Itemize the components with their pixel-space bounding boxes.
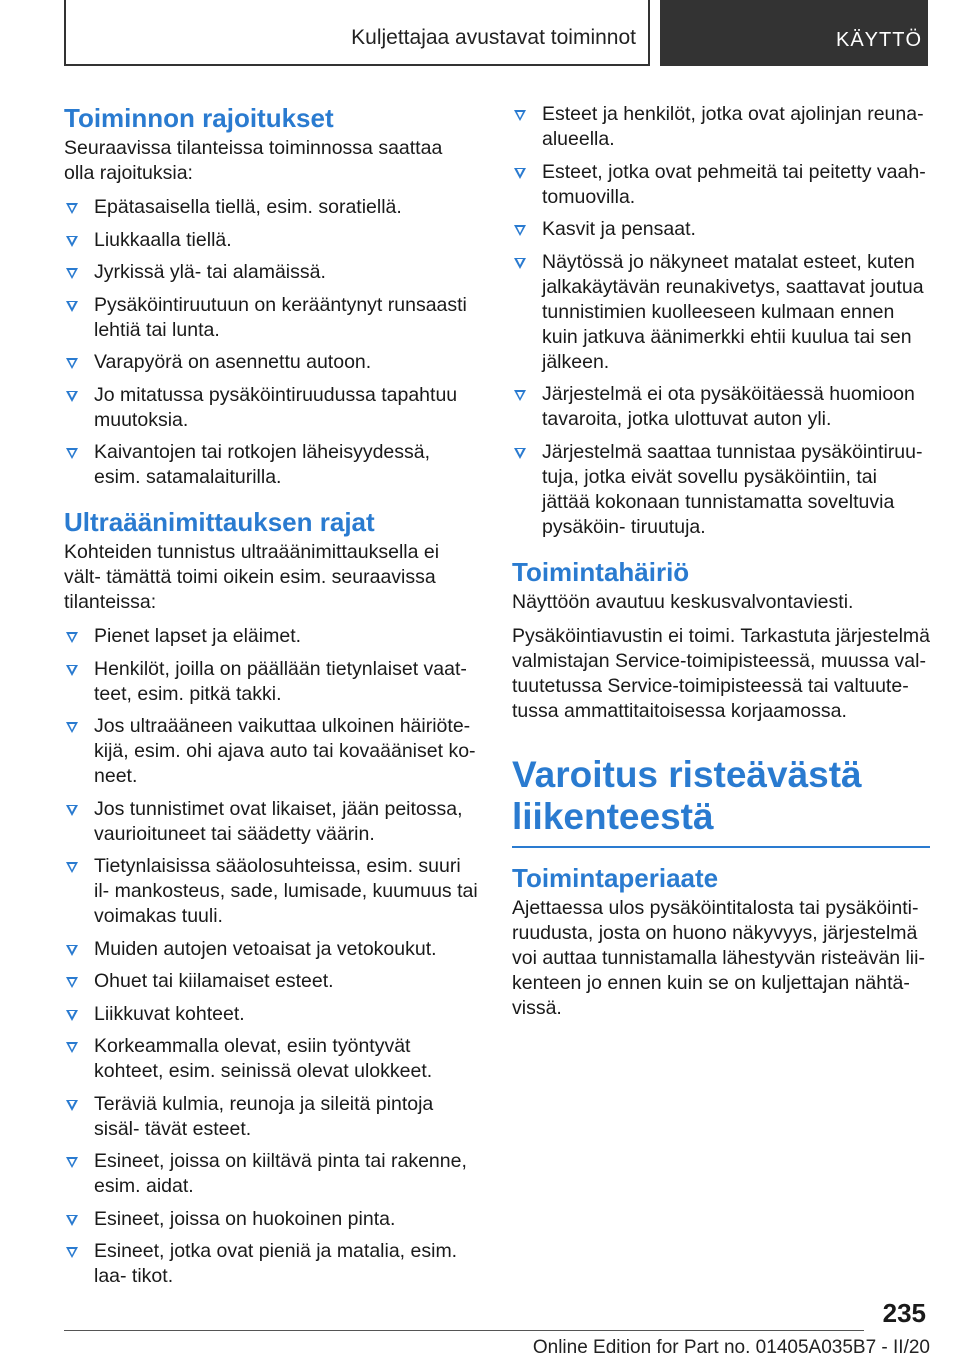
triangle-bullet-icon: [66, 1247, 78, 1258]
footer-divider: [64, 1330, 864, 1331]
triangle-bullet-icon: [66, 945, 78, 956]
left-column: [64, 102, 478, 1297]
list-item: [64, 1034, 478, 1084]
list-item-text: Näytössä jo näkyneet matalat esteet, kuten jalkakäytävän reunakivetys, saattavat joutua tunnistimien kuolleeseen kulmaan ennen kuin jatkuva äänimerkki ehtii kuulua tai sen jälkeen.: [542, 250, 924, 373]
triangle-bullet-icon: [66, 1157, 78, 1168]
list-item: [64, 1149, 478, 1199]
list-item-text: Henkilöt, joilla on päällään tietynlaiset vaat- teet, esim. pitkä takki.: [94, 657, 467, 705]
list-item-text: Jos ultraääneen vaikuttaa ulkoinen häiriöte- kijä, esim. ohi ajava auto tai kovaääniset ko- neet.: [94, 715, 476, 787]
header-section-box: [64, 0, 650, 66]
list-item-text: Liikkuvat kohteet.: [94, 1002, 245, 1025]
list-item: [64, 383, 478, 433]
triangle-bullet-icon: [66, 632, 78, 643]
triangle-bullet-icon: [514, 110, 526, 121]
list-item-text: Esteet, jotka ovat pehmeitä tai peitetty vaah- tomuovilla.: [542, 160, 926, 208]
triangle-bullet-icon: [66, 1100, 78, 1111]
list-item: [64, 657, 478, 707]
triangle-bullet-icon: [66, 1042, 78, 1053]
ultrasonic-list: [64, 624, 478, 1289]
list-item-text: Ohuet tai kiilamaiset esteet.: [94, 970, 334, 992]
list-item: [512, 160, 930, 210]
section-divider: [512, 846, 930, 848]
list-item-text: Jos tunnistimet ovat likaiset, jään peitossa, vaurioituneet tai säädetty väärin.: [94, 797, 463, 845]
header-chapter-label: KÄYTTÖ: [835, 29, 922, 51]
malfunction-paragraph-1: Näyttöön avautuu keskusvalvontaviesti.: [512, 590, 854, 613]
list-item: [512, 382, 930, 432]
list-item-text: Pienet lapset ja eläimet.: [94, 625, 302, 647]
triangle-bullet-icon: [66, 391, 78, 402]
principle-paragraph: Ajettaessa ulos pysäköintitalosta tai pysäköinti- ruudusta, josta on huono näkyvyys, järjestelmä voi auttaa tunnistamalla lähestyvän risteävän lii- kenteen jo ennen kuin se on kuljettajan nähtä- vissä.: [512, 896, 925, 1019]
list-item: [64, 969, 478, 994]
list-item-text: Pysäköintiruutuun on kerääntynyt runsaasti lehtiä tai lunta.: [94, 293, 467, 341]
triangle-bullet-icon: [66, 665, 78, 676]
triangle-bullet-icon: [66, 203, 78, 214]
list-item: [64, 260, 478, 285]
triangle-bullet-icon: [514, 258, 526, 269]
list-item: [64, 937, 478, 962]
list-item: [64, 1092, 478, 1142]
list-item: [64, 1002, 478, 1027]
list-item-text: Jyrkissä ylä- tai alamäissä.: [94, 261, 326, 283]
list-item-text: Jo mitatussa pysäköintiruudussa tapahtuu muutoksia.: [94, 383, 458, 431]
triangle-bullet-icon: [514, 448, 526, 459]
list-item: [512, 250, 930, 375]
heading-limitations: Toiminnon rajoitukset: [64, 103, 334, 133]
triangle-bullet-icon: [66, 977, 78, 988]
triangle-bullet-icon: [66, 1215, 78, 1226]
list-item-text: Esineet, joissa on kiiltävä pinta tai rakenne, esim. aidat.: [94, 1150, 467, 1197]
triangle-bullet-icon: [514, 390, 526, 401]
list-item-text: Järjestelmä saattaa tunnistaa pysäköintiruu- tuja, jotka eivät sovellu pysäköintiin, tai jättää kokonaan tunnistamatta soveltuvia pysäköin- tiruutuja.: [542, 440, 923, 538]
list-item-text: Järjestelmä ei ota pysäköitäessä huomioon tavaroita, jotka ulottuvat auton yli.: [542, 383, 915, 430]
triangle-bullet-icon: [66, 358, 78, 369]
list-item: [64, 624, 478, 649]
heading-malfunction: Toimintahäiriö: [512, 556, 690, 587]
list-item-text: Epätasaisella tiellä, esim. soratiellä.: [94, 196, 402, 218]
list-item: [64, 440, 478, 490]
triangle-bullet-icon: [514, 168, 526, 179]
list-item: [64, 797, 478, 847]
heading-cross-traffic-warning: Varoitus risteävästä liikenteestä: [512, 753, 862, 837]
list-item-text: Varapyörä on asennettu autoon.: [94, 351, 372, 373]
triangle-bullet-icon: [66, 448, 78, 459]
heading-principle: Toimintaperiaate: [512, 862, 719, 893]
list-item: [64, 854, 478, 929]
heading-ultrasonic-limits: Ultraäänimittauksen rajat: [64, 507, 375, 537]
triangle-bullet-icon: [66, 236, 78, 247]
triangle-bullet-icon: [66, 1010, 78, 1021]
list-item: [64, 350, 478, 375]
malfunction-paragraph-2: Pysäköintiavustin ei toimi. Tarkastuta järjestelmä valmistajan Service-toimipisteessä, muussa val- tuutetussa Service-toimipisteessä tai valtuute- tussa ammattitaitoisessa korjaamossa.: [512, 624, 930, 722]
list-item: [64, 195, 478, 220]
list-item-text: Muiden autojen vetoaisat ja vetokoukut.: [94, 937, 437, 960]
list-item-text: Teräviä kulmia, reunoja ja sileitä pintoja sisäl- tävät esteet.: [94, 1092, 434, 1140]
triangle-bullet-icon: [66, 268, 78, 279]
list-item-text: Kaivantojen tai rotkojen läheisyydessä, esim. satamalaiturilla.: [94, 441, 431, 488]
triangle-bullet-icon: [66, 805, 78, 816]
list-item: [64, 1239, 478, 1289]
limitations-intro: Seuraavissa tilanteissa toiminnossa saattaa olla rajoituksia:: [64, 137, 443, 184]
list-item: [64, 714, 478, 789]
list-item-text: Korkeammalla olevat, esiin työntyvät kohteet, esim. seinissä olevat ulokkeet.: [94, 1035, 433, 1082]
ultrasonic-intro: Kohteiden tunnistus ultraäänimittauksella ei vält- tämättä toimi oikein esim. seuraavissa tilanteissa:: [64, 541, 440, 613]
list-item-text: Liukkaalla tiellä.: [94, 228, 232, 251]
list-item: [512, 440, 930, 540]
list-item-text: Kasvit ja pensaat.: [542, 218, 696, 240]
list-item: [64, 1207, 478, 1232]
ultrasonic-list-continued: [512, 102, 930, 540]
right-column: [512, 102, 930, 1030]
header-section-title: Kuljettajaa avustavat toiminnot: [351, 26, 636, 49]
list-item: [512, 102, 930, 152]
list-item: [512, 217, 930, 242]
footer-edition: Online Edition for Part no. 01405A035B7 - II/20: [532, 1337, 930, 1358]
triangle-bullet-icon: [66, 862, 78, 873]
page-number: 235: [882, 1298, 926, 1328]
list-item-text: Esineet, joissa on huokoinen pinta.: [94, 1207, 396, 1230]
list-item-text: Esteet ja henkilöt, jotka ovat ajolinjan reuna- alueella.: [542, 103, 924, 150]
list-item-text: Tietynlaisissa sääolosuhteissa, esim. suuri il- mankosteus, sade, lumisade, kuumuus tai voimakas tuuli.: [94, 855, 478, 927]
header-chapter-box: [660, 0, 928, 66]
page-header: [64, 0, 928, 66]
list-item: [64, 228, 478, 253]
triangle-bullet-icon: [66, 722, 78, 733]
triangle-bullet-icon: [514, 225, 526, 236]
limitations-list: [64, 195, 478, 490]
list-item-text: Esineet, jotka ovat pieniä ja matalia, esim. laa- tikot.: [94, 1240, 458, 1287]
triangle-bullet-icon: [66, 301, 78, 312]
list-item: [64, 293, 478, 343]
